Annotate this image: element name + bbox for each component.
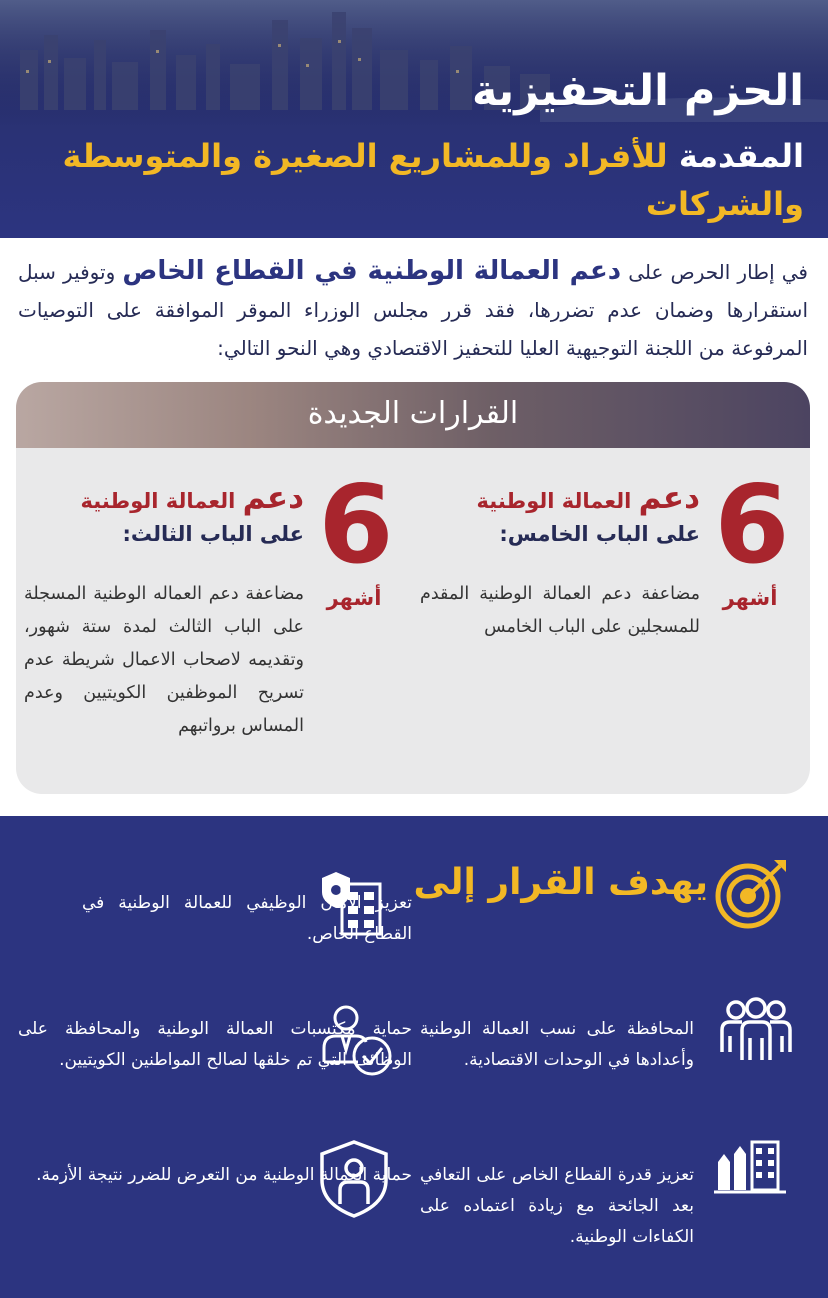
decision-number: 6 xyxy=(714,463,790,588)
decision-heading-rest: العمالة الوطنية xyxy=(80,489,243,513)
people-group-icon xyxy=(716,996,796,1066)
decision-heading xyxy=(420,480,700,546)
decision-body: مضاعفة دعم العمالة الوطنية المقدم للمسجلين على الباب الخامس xyxy=(420,584,700,637)
decision-heading-keyword: دعم xyxy=(242,480,304,516)
target-icon xyxy=(714,856,790,932)
decision-heading-keyword: دعم xyxy=(638,480,700,516)
goal-item-private-sector-recovery: تعزيز قدرة القطاع الخاص على التعافي بعد الجائحة مع زيادة اعتماده على الكفاءات الوطنية. xyxy=(420,1165,694,1247)
decision-body: مضاعفة دعم العماله الوطنية المسجلة على الباب الثالث لمدة ستة شهور، وتقديمه لاصحاب الاعمال شريطة عدم تسريح الموظفين الكويتيين وعدم المساس برواتبهم xyxy=(24,584,304,736)
decision-heading-chapter: على الباب الثالث: xyxy=(122,522,304,546)
growth-building-icon xyxy=(714,1136,786,1196)
decisions-title: القرارات الجديدة xyxy=(307,396,519,431)
decisions-card xyxy=(16,382,810,794)
decisions-card-header xyxy=(16,382,810,448)
decision-heading-rest: العمالة الوطنية xyxy=(476,489,639,513)
goal-item-job-security: تعزيز الأمان الوظيفي للعمالة الوطنية في القطاع الخاص. xyxy=(82,893,412,944)
intro-highlight: دعم العمالة الوطنية في القطاع الخاص xyxy=(122,256,622,286)
goal-item-protect-gains: حماية مكتسبات العمالة الوطنية والمحافظة على الوظائف التي تم خلقها لصالح المواطنين الكويتيين. xyxy=(18,1019,412,1070)
header-banner xyxy=(0,0,828,238)
subtitle-white-text: المقدمة xyxy=(667,137,804,175)
decision-item-fifth-chapter xyxy=(418,463,798,780)
intro-text-end: وتوفير سبل استقرارها وضمان عدم تضررها، فقد قرر مجلس الوزراء الموقر الموافقة على التوصيات المرفوعة من اللجنة التوجيهية العليا للتحفيز الاقتصادي وهي النحو التالي: xyxy=(18,260,808,360)
page-subtitle xyxy=(14,132,804,228)
subtitle-highlight-text: للأفراد وللمشاريع الصغيرة والمتوسطة والشركات xyxy=(62,137,804,223)
goals-section xyxy=(0,816,828,1298)
decision-heading-chapter: على الباب الخامس: xyxy=(499,522,700,546)
decision-unit: أشهر xyxy=(326,586,382,610)
intro-paragraph xyxy=(18,252,808,367)
goal-item-workforce-ratios: المحافظة على نسب العمالة الوطنية وأعدادها في الوحدات الاقتصادية. xyxy=(420,1019,694,1070)
decision-number: 6 xyxy=(318,463,394,588)
decision-heading xyxy=(24,480,304,546)
decision-item-third-chapter xyxy=(22,463,402,780)
decision-unit: أشهر xyxy=(722,586,778,610)
page-title: الحزم التحفيزية xyxy=(471,66,804,116)
goals-title: يهدف القرار إلى xyxy=(413,862,708,903)
goal-item-protect-from-harm: حماية العمالة الوطنية من التعرض للضرر نتيجة الأزمة. xyxy=(36,1165,412,1185)
intro-text-start: في إطار الحرص على xyxy=(621,260,808,284)
